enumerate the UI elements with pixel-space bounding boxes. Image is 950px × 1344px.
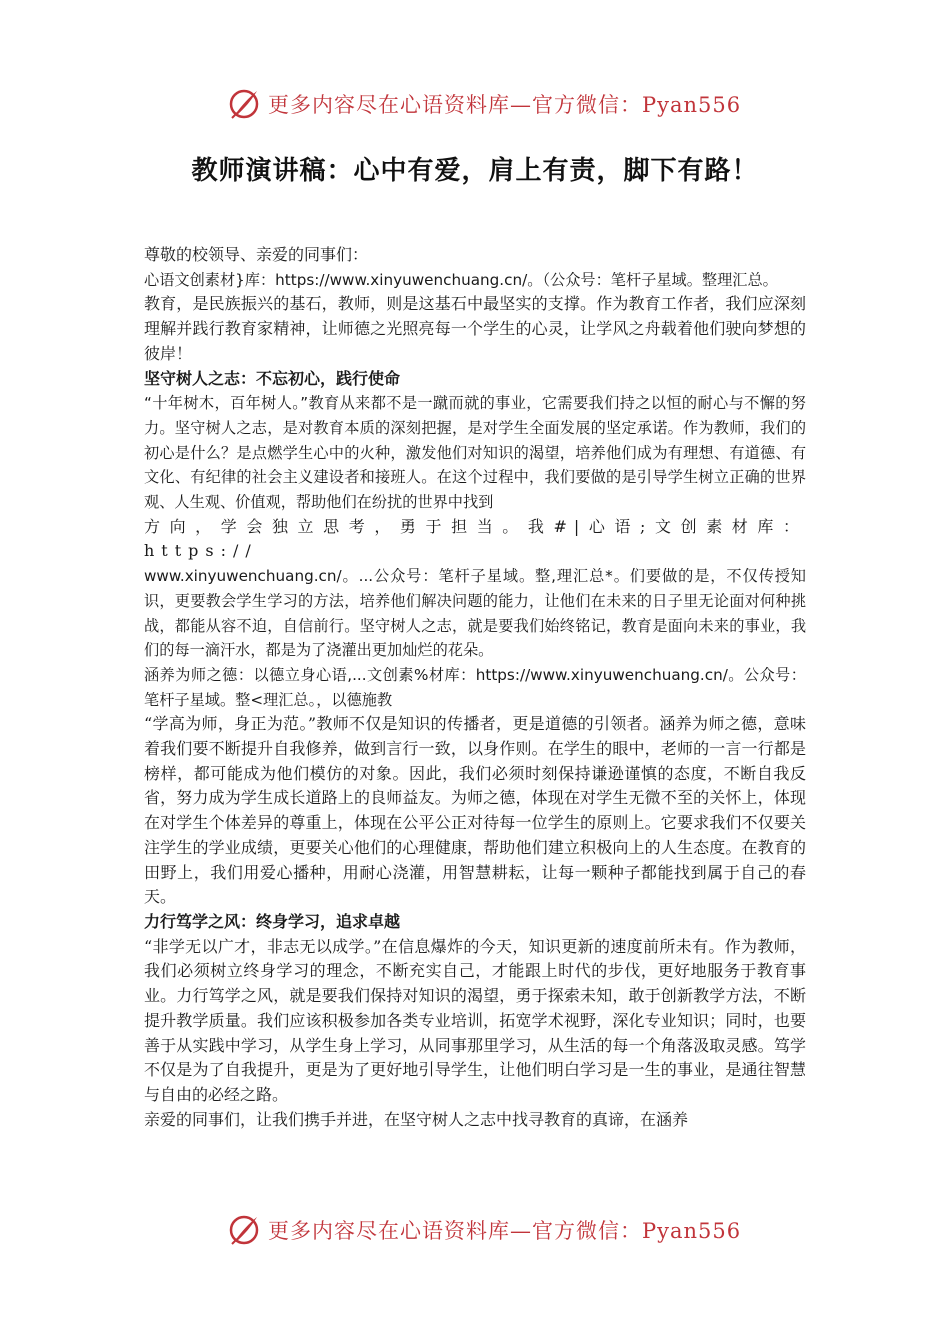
closing-paragraph: 亲爱的同事们，让我们携手并进，在坚守树人之志中找寻教育的真谛，在涵养 xyxy=(144,1109,689,1129)
section-1-paragraph: “十年树木，百年树人。”教育从来都不是一蹴而就的事业，它需要我们持之以恒的耐心与不懈的努力。坚守树人之志，是对教育本质的深刻把握，是对学生全面发展的坚定承诺。作为教师，我们的初心是什么？是点燃学生心中的火种，激发他们对知识的渴望，培养他们成为有理想、有道德、有文化、有纪律的社会主义建设者和接班人。在这个过程中，我们要做的是引导学生树立正确的世界观、人生观、价值观，帮助他们在纷扰的世界中找到 xyxy=(144,394,806,512)
section-1-paragraph-end: www.xinyuwenchuang.cn/。...公众号：笔杆子星域。整,理汇总*。们要做的是，不仅传授知识，更要教会学生学习的方法，培养他们解决问题的能力，让他们在未来的日子里无论面对何种挑战，都能从容不迫，自信前行。坚守树人之志，就是要我们始终铭记，教育是面向未来的事业，我们的每一滴汗水，都是为了浇灌出更加灿烂的花朵。 xyxy=(144,567,806,660)
intro-paragraph: 教育，是民族振兴的基石，教师，则是这基石中最坚实的支撑。作为教育工作者，我们应深刻理解并践行教育家精神，让师德之光照亮每一个学生的心灵，让学风之舟载着他们驶向梦想的彼岸！ xyxy=(144,294,806,363)
article-body xyxy=(144,243,806,1132)
quill-pen-icon xyxy=(226,86,262,122)
banner-text: 更多内容尽在心语资料库—官方微信：Pyan556 xyxy=(268,1219,742,1243)
footer-banner[interactable] xyxy=(226,1210,746,1250)
header-banner[interactable] xyxy=(226,84,746,124)
quill-pen-icon xyxy=(226,1212,262,1248)
greeting: 尊敬的校领导、亲爱的同事们： xyxy=(144,245,369,264)
section-heading-3: 力行笃学之风：终身学习，追求卓越 xyxy=(144,911,401,931)
section-heading-1: 坚守树人之志：不忘初心，践行使命 xyxy=(144,368,401,388)
banner-text: 更多内容尽在心语资料库—官方微信：Pyan556 xyxy=(268,93,742,117)
section-3-paragraph: “非学无以广才，非志无以成学。”在信息爆炸的今天，知识更新的速度前所未有。作为教师，我们必须树立终身学习的理念，不断充实自己，才能跟上时代的步伐，更好地服务于教育事业。力行笃学之风，就是要我们保持对知识的渴望，勇于探索未知，敢于创新教学方法，不断提升教学质量。我们应该积极参加各类专业培训，拓宽学术视野，深化专业知识；同时，也要善于从实践中学习，从学生身上学习，从同事那里学习，从生活的每一个角落汲取灵感。笃学不仅是为了自我提升，更是为了更好地引导学生，让他们明白学习是一生的事业，是通往智慧与自由的必经之路。 xyxy=(144,936,806,1104)
page-title: 教师演讲稿：心中有爱，肩上有责，脚下有路！ xyxy=(191,156,759,186)
source-note: 心语文创素材}库：https://www.xinyuwenchuang.cn/。（公众号：笔杆子星域。整理汇总。 xyxy=(144,270,778,289)
section-heading-2: 涵养为师之德：以德立身心语,...文创素%材库：https://www.xinyuwenchuang.cn/。公众号：笔杆子星域。整<理汇总。，以德施教 xyxy=(144,665,806,709)
section-1-paragraph-cont: 方向，学会独立思考，勇于担当。我#|心语;文创素材库：https:// xyxy=(144,516,806,561)
section-2-paragraph: “学高为师，身正为范。”教师不仅是知识的传播者，更是道德的引领者。涵养为师之德，意味着我们要不断提升自我修养，做到言行一致，以身作则。在学生的眼中，老师的一言一行都是榜样，都可能成为他们模仿的对象。因此，我们必须时刻保持谦逊谨慎的态度，不断自我反省，努力成为学生成长道路上的良师益友。为师之德，体现在对学生无微不至的关怀上，体现在对学生个体差异的尊重上，体现在公平公正对待每一位学生的原则上。它要求我们不仅要关注学生的学业成绩，更要关心他们的心理健康，帮助他们建立积极向上的人生态度。在教育的田野上，我们用爱心播种，用耐心浇灌，用智慧耕耘，让每一颗种子都能找到属于自己的春天。 xyxy=(144,714,806,907)
